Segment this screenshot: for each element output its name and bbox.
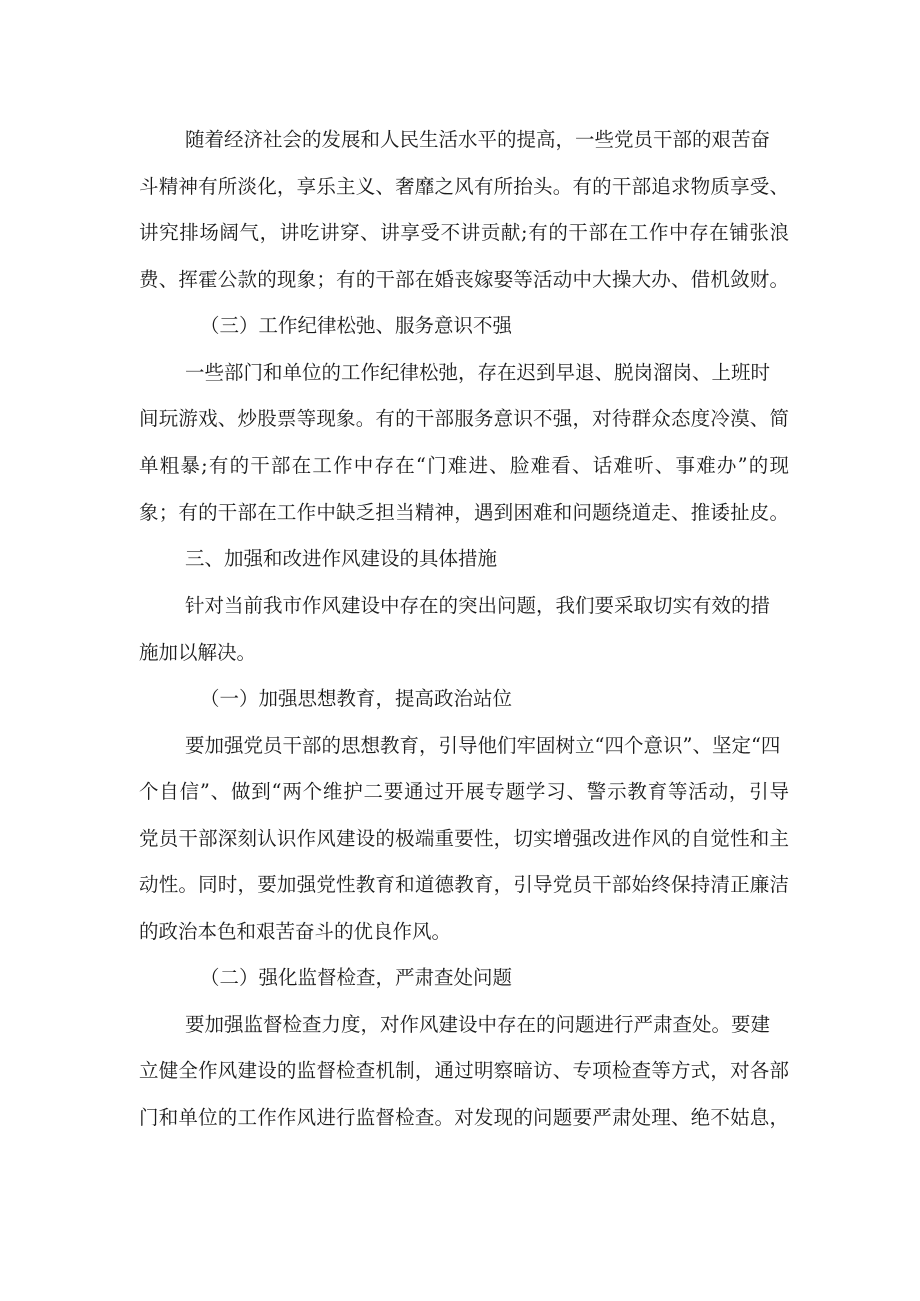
paragraph-line: 针对当前我市作风建设中存在的突出问题，我们要采取切实有效的措 <box>185 594 771 617</box>
paragraph-line: 个自信”、做到“两个维护二要通过开展专题学习、警示教育等活动，引导 <box>139 780 789 803</box>
paragraph-line: 立健全作风建设的监督检查机制，通过明察暗访、专项检查等方式，对各部 <box>139 1059 789 1082</box>
section-heading: （二）强化监督检查，严肃查处问题 <box>200 966 513 989</box>
paragraph-line: 费、挥霍公款的现象；有的干部在婚丧嫁娶等活动中大操大办、借机敛财。 <box>139 268 789 291</box>
paragraph-line: 象；有的干部在工作中缺乏担当精神，遇到困难和问题绕道走、推诿扯皮。 <box>139 501 789 524</box>
paragraph-line: 讲究排场阔气，讲吃讲穿、讲享受不讲贡献;有的干部在工作中存在铺张浪 <box>139 221 789 244</box>
paragraph-line: 的政治本色和艰苦奋斗的优良作风。 <box>139 920 452 943</box>
paragraph-line: 要加强监督检查力度，对作风建设中存在的问题进行严肃查处。要建 <box>185 1013 771 1036</box>
paragraph-line: 动性。同时，要加强党性教育和道德教育，引导党员干部始终保持清正廉洁 <box>139 873 789 896</box>
paragraph-line: 随着经济社会的发展和人民生活水平的提高，一些党员干部的艰苦奋 <box>185 128 771 151</box>
paragraph-line: 一些部门和单位的工作纪律松弛，存在迟到早退、脱岗溜岗、上班时 <box>185 361 771 384</box>
section-heading: （三）工作纪律松弛、服务意识不强 <box>200 314 513 337</box>
paragraph-line: 施加以解决。 <box>139 641 257 664</box>
paragraph-line: 要加强党员干部的思想教育，引导他们牢固树立“四个意识”、坚定“四 <box>185 734 781 757</box>
paragraph-line: 斗精神有所淡化，享乐主义、奢靡之风有所抬头。有的干部追求物质享受、 <box>139 175 789 198</box>
section-heading: （一）加强思想教育，提高政治站位 <box>200 687 513 710</box>
paragraph-line: 门和单位的工作作风进行监督检查。对发现的问题要严肃处理、绝不姑息， <box>139 1106 789 1129</box>
paragraph-line: 单粗暴;有的干部在工作中存在“门难进、脸难看、话难听、事难办”的现 <box>139 454 789 477</box>
paragraph-line: 党员干部深刻认识作风建设的极端重要性，切实增强改进作风的自觉性和主 <box>139 827 789 850</box>
paragraph-line: 间玩游戏、炒股票等现象。有的干部服务意识不强，对待群众态度冷漠、简 <box>139 407 789 430</box>
chapter-heading: 三、加强和改进作风建设的具体措施 <box>185 547 498 570</box>
